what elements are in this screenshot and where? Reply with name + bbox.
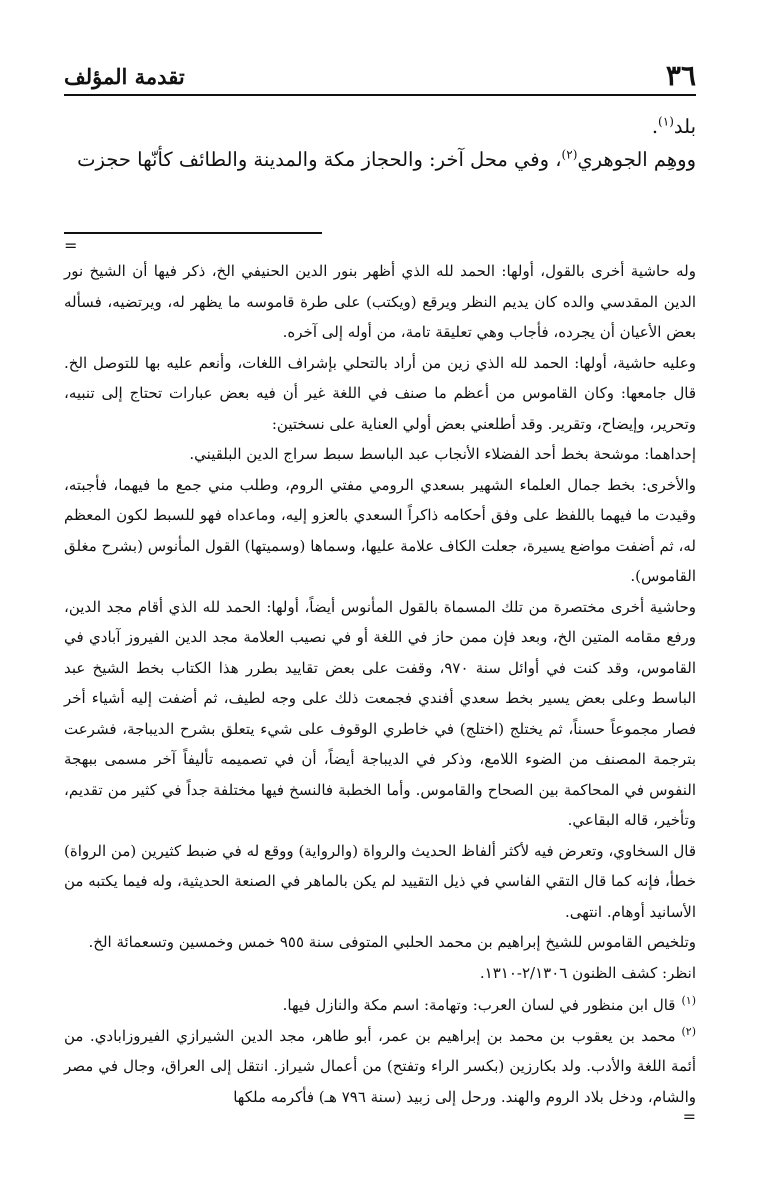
note-paragraph: والأخرى: بخط جمال العلماء الشهير بسعدي الرومي مفتي الروم، وطلب مني جمع ما فيهما، فأجبته، وقيدت ما فيهما باللفظ على وفق أحكامه ذاكراً السعدي بالعزو إليه، وماعداه فهو للسبط لكون المعظم له، ثم أضفت مواضع يسيرة، جعلت الكاف علامة عليها، وسماها (وسميتها) القول المأنوس (بشرح مغلق القاموس). <box>64 475 696 585</box>
main-body-text <box>64 110 696 176</box>
footnote-text: قال ابن منظور في لسان العرب: وتهامة: اسم مكة والنازل فيها. <box>282 996 676 1014</box>
book-page <box>64 56 696 1146</box>
running-title: تقدمة المؤلف <box>64 64 185 89</box>
note-paragraph: وعليه حاشية، أولها: الحمد لله الذي زين من أراد بالتحلي بإشراف اللغات، وأنعم عليه بها للتوصل الخ. قال جامعها: وكان القاموس من أعظم ما صنف في اللغة غير أن فيه بعض عبارات تحتاج إلى تنبيه، وتحرير، وإيضاح، وتقرير. وقد أطلعني بعض أولي العناية على نسختين: <box>64 353 696 433</box>
footnote-marker: (٢) <box>681 1024 696 1038</box>
continued-footnote-block <box>64 256 696 988</box>
note-paragraph: وتلخيص القاموس للشيخ إبراهيم بن محمد الحلبي المتوفى سنة ٩٥٥ خمس وخمسين وتسعمائة الخ. <box>88 933 696 951</box>
main-line-2 <box>64 143 696 176</box>
main-line-2-text-b: ، وفي محل آخر: والحجاز مكة والمدينة والطائف كأنّها حجزت <box>77 148 562 171</box>
footnote-1 <box>64 990 696 1021</box>
continuation-end-mark: = <box>682 1107 696 1126</box>
footnote-ref-2: (٢) <box>561 147 578 162</box>
note-paragraph: انظر: كشف الظنون ٢/١٣٠٦-١٣١٠. <box>479 963 696 982</box>
note-paragraph: إحداهما: موشحة بخط أحد الفضلاء الأنجاب عبد الباسط سبط سراج الدين البلقيني. <box>189 445 696 463</box>
main-line-1-text: بلد <box>673 115 696 138</box>
page-header <box>64 56 696 96</box>
main-line-2-text-a: ووهِم الجوهري <box>577 148 696 171</box>
page-number: ٣٦ <box>665 59 696 92</box>
note-paragraph: وله حاشية أخرى بالقول، أولها: الحمد لله الذي أظهر بنور الدين الحنيفي الخ، ذكر فيها أن الشيخ نور الدين المقدسي والده كان يديم النظر ويرقع (ويكتب) على طرة قاموسه ما يظهر له، ويرتضيه، فسأله بعض الأعيان أن يجرده، فأجاب وهي تعليقة تامة، من أوله إلى آخره. <box>64 262 696 341</box>
main-line-1-end: . <box>651 115 659 138</box>
continuation-mark: = <box>64 236 78 255</box>
footnote-text: محمد بن يعقوب بن محمد بن إبراهيم بن عمر، أبو طاهر، مجد الدين الشيرازي الفيروزابادي. من أئمة اللغة والأدب. ولد بكارزين (بكسر الراء وتفتح) من أعمال شيراز. انتقل إلى العراق، وجال في مصر والشام، ودخل بلاد الروم والهند. ورحل إلى زبيد (سنة ٧٩٦ هـ) فأكرمه ملكها <box>64 1026 696 1106</box>
note-paragraph: وحاشية أخرى مختصرة من تلك المسماة بالقول المأنوس أيضاً، أولها: الحمد لله الذي أقام مجد الدين، ورفع مقامه المتين الخ، وبعد فإن ممن حاز في اللغة أو في نصيب العلامة مجد الدين الفيروز آبادي في القاموس، وقد كنت في أوائل سنة ٩٧٠، وقفت على بعض تقاييد بطرر هذا الكتاب بخط الشيخ عبد الباسط وعلى بعض يسير بخط سعدي أفندي فجمعت ذلك على وجه لطيف، ثم أضفت إليه أشياء أخر فصار مجموعاً حسناً، ثم يختلج (اختلج) في خاطري الوقوف على شيء يتعلق بشرح الديباجة، فشرعت بترجمة المصنف من الضوء اللامع، وذكر في الديباجة أيضاً، أن في تصميمه تأليفاً آخر مسمى ببهجة النفوس في المحاكمة بين الصحاح والقاموس. وأما الخطبة فالنسخ فيها مختلفة جداً في كثير من تقديم، وتأخير، قاله البقاعي. <box>64 597 696 829</box>
footnotes-list <box>64 990 696 1112</box>
footnote-2 <box>64 1021 696 1113</box>
footnote-ref-1: (١) <box>658 114 674 129</box>
note-paragraph: قال السخاوي، وتعرض فيه لأكثر ألفاظ الحديث والرواة (والرواية) ووقع له في ضبط كثيرين (من الرواة) خطأ، فإنه كما قال التقي الفاسي في ذيل التقييد لم يكن بالماهر في الصنعة الحديثية، وله فيما يكتبه من الأسانيد أوهام. انتهى. <box>64 841 696 921</box>
main-line-1 <box>64 110 696 143</box>
footnote-separator <box>64 232 322 234</box>
footnote-marker: (١) <box>681 994 696 1007</box>
